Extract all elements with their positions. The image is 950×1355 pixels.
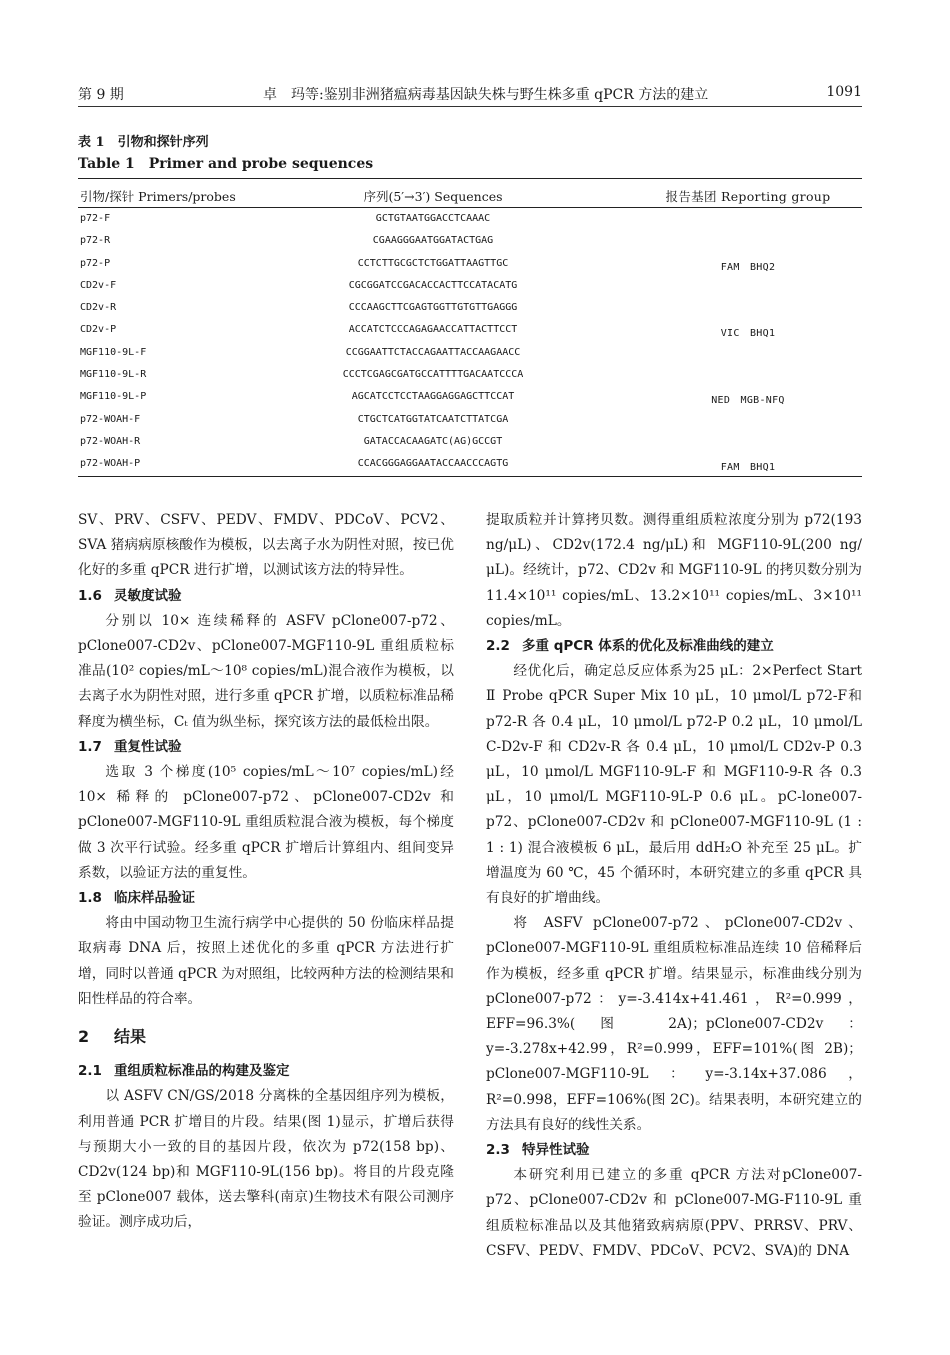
paragraph: SV、PRV、CSFV、PEDV、FMDV、PDCoV、PCV2、SVA 猪病病原核酸作为模板，以去离子水为阴性对照，按已优化好的多重 qPCR 进行扩增，以测试该方法的特异性。 [78, 512, 454, 579]
table-row [78, 297, 862, 319]
section-number: 2.3 [486, 1142, 510, 1159]
section-title: 多重 qPCR 体系的优化及标准曲线的建立 [522, 638, 774, 655]
primer-sequence: CCCAAGCTTCGAGTGGTTGTGTTGAGGG [348, 302, 518, 314]
section-title: 重复性试验 [114, 738, 182, 755]
col-header-reporting-group: 报告基团 Reporting group [665, 189, 831, 204]
primer-sequence: ACCATCTCCCAGAGAACCATTACTTCCT [348, 324, 518, 336]
table-header-row [78, 179, 862, 208]
primer-name: p72-WOAH-F [80, 413, 141, 425]
col-header-sequences: 序列(5′→3′) Sequences [363, 189, 503, 204]
section-title: 结果 [114, 1027, 147, 1047]
primer-name: p72-WOAH-P [80, 458, 141, 470]
paragraph: 选取 3 个梯度(10⁵ copies/mL～10⁷ copies/mL)经 10× 稀释的 pClone007-p72、pClone007-CD2v 和 pClone007-MGF110-9L 重组质粒混合液为模板，每个梯度做 3 次平行试验。经多重 qPCR 扩增后计算组内、组间变异系数，以验证方法的重复性。 [78, 764, 454, 881]
section-number: 2 [78, 1027, 90, 1047]
primer-name: CD2v-P [80, 324, 117, 336]
table-row [78, 275, 862, 297]
table-row [78, 386, 862, 408]
section-title: 灵敏度试验 [114, 587, 182, 604]
section-number: 1.8 [78, 890, 102, 907]
table-caption-cn: 表 1 引物和探针序列 [78, 135, 209, 150]
paragraph: 以 ASFV CN/GS/2018 分离株的全基因组序列为模板，利用普通 PCR 扩增目的片段。结果(图 1)显示，扩增后获得与预期大小一致的目的基因片段，依次为 p72(158 bp)、CD2v(124 bp)和 MGF110-9L(156 bp)。将目的片段克隆至 pClone007 载体，送去擎科(南京)生物技术有限公司测序验证。测序成功后， [78, 1088, 454, 1231]
primer-table [78, 178, 862, 477]
table-row [78, 253, 862, 275]
reporting-group: FAM BHQ2 [720, 261, 776, 273]
paragraph: 经优化后，确定总反应体系为25 μL：2×Perfect Start Ⅱ Probe qPCR Super Mix 10 μL，10 μmol/L p72-F和p72-R 各 0.4 μL，10 μmol/L p72-P 0.2 μL，10 μmol/L C-D2v-F 和 CD2v-R 各 0.4 μL，10 μmol/L CD2v-P 0.3 μL，10 μmol/L MGF110-9L-F 和 MGF110-9-R 各 0.3 μL，10 μmol/L MGF110-9L-P 0.6 μL。pC-lone007-p72、pClone007-CD2v 和 pClone007-MGF110-9L (1 : 1 : 1) 混合液模板 6 μL，最后用 ddH₂O 补充至 25 μL。扩增温度为 60 ℃，45 个循环时，本研究建立的多重 qPCR 具有良好的扩增曲线。 [486, 663, 862, 907]
section-number: 1.7 [78, 738, 102, 755]
primer-name: MGF110-9L-P [80, 391, 147, 403]
running-title: 卓 玛等:鉴别非洲猪瘟病毒基因缺失株与野生株多重 qPCR 方法的建立 [263, 87, 709, 103]
section-number: 2.2 [486, 638, 510, 655]
primer-sequence: CGAAGGGAATGGATACTGAG [372, 235, 494, 247]
table-row [78, 319, 862, 341]
table-row [78, 230, 862, 252]
primer-sequence: CCGGAATTCTACCAGAATTACCAAGAACC [345, 346, 521, 358]
right-column [486, 508, 862, 1264]
reporting-group: VIC BHQ1 [720, 328, 776, 340]
running-header [78, 84, 862, 107]
table-row [78, 208, 862, 230]
col-header-primers: 引物/探针 Primers/probes [80, 189, 236, 204]
issue-number: 第 9 期 [78, 87, 124, 103]
primer-name: p72-R [80, 235, 111, 247]
table-row [78, 453, 862, 475]
paragraph: 提取质粒并计算拷贝数。测得重组质粒浓度分别为 p72(193 ng/μL)、CD2v(172.4 ng/μL)和 MGF110-9L(200 ng/μL)。经统计，p72、CD2v 和 MGF110-9L 的拷贝数分别为 11.4×10¹¹ copies/mL、13.2×10¹¹ copies/mL、3×10¹¹ copies/mL。 [486, 512, 862, 629]
primer-name: p72-F [80, 213, 111, 224]
paragraph: 本研究利用已建立的多重 qPCR 方法对pClone007-p72、pClone007-CD2v 和 pClone007-MG-F110-9L 重组质粒标准品以及其他猪致病病原(PPV、PRRSV、PRV、CSFV、PEDV、FMDV、PDCoV、PCV2、SVA)的 DNA [486, 1167, 862, 1259]
primer-name: MGF110-9L-F [80, 346, 147, 358]
section-heading-1-7 [78, 735, 454, 760]
paragraph: 分别以 10× 连续稀释的 ASFV pClone007-p72、pClone007-CD2v、pClone007-MGF110-9L 重组质粒标准品(10² copies/mL～10⁸ copies/mL)混合液作为模板，以去离子水为阴性对照，进行多重 qPCR 扩增，以质粒标准品稀释度为横坐标，Cₜ 值为纵坐标，探究该方法的最低检出限。 [78, 612, 454, 730]
primer-sequence: CCCTCGAGCGATGCCATTTTGACAATCCCA [342, 369, 524, 381]
paragraph: 将由中国动物卫生流行病学中心提供的 50 份临床样品提取病毒 DNA 后，按照上述优化的多重 qPCR 方法进行扩增，同时以普通 qPCR 为对照组，比较两种方法的检测结果和阳性样品的符合率。 [78, 915, 454, 1007]
table-caption-en: Table 1 Primer and probe sequences [78, 156, 374, 172]
section-title: 特异性试验 [522, 1142, 590, 1159]
primer-sequence: CTGCTCATGGTATCAATCTTATCGA [357, 413, 509, 425]
primer-name: CD2v-F [80, 279, 117, 291]
paragraph: 将 ASFV pClone007-p72、pClone007-CD2v、pClone007-MGF110-9L 重组质粒标准品连续 10 倍稀释后作为模板，经多重 qPCR 扩增。结果显示，标准曲线分别为 pClone007-p72：y=-3.414x+41.461，R²=0.999，EFF=96.3%(图 2A)；pClone007-CD2v：y=-3.278x+42.99，R²=0.999，EFF=101%(图 2B)；pClone007-MGF110-9L：y=-3.14x+37.086，R²=0.998，EFF=106%(图 2C)。结果表明，本研究建立的方法具有良好的线性关系。 [486, 915, 862, 1133]
section-title: 重组质粒标准品的构建及鉴定 [114, 1063, 290, 1080]
primer-sequence: CCTCTTGCGCTCTGGATTAAGTTGC [357, 257, 509, 269]
left-column [78, 508, 454, 1236]
primer-sequence: AGCATCCTCCTAAGGAGGAGCTTCCAT [351, 391, 515, 403]
page-number: 1091 [826, 84, 862, 100]
reporting-group: NED MGB-NFQ [711, 395, 785, 407]
table-row [78, 342, 862, 364]
primer-sequence: CGCGGATCCGACACCACTTCCATACATG [348, 279, 518, 291]
section-heading-2-1 [78, 1059, 454, 1084]
section-heading-2 [78, 1024, 454, 1049]
primer-name: p72-P [80, 257, 111, 269]
section-title: 临床样品验证 [114, 890, 195, 907]
primer-sequence: CCACGGGAGGAATACCAACCCAGTG [357, 458, 509, 470]
section-number: 1.6 [78, 587, 102, 604]
table-row [78, 431, 862, 453]
section-number: 2.1 [78, 1063, 102, 1080]
section-heading-1-6 [78, 584, 454, 609]
primer-name: p72-WOAH-R [80, 435, 141, 447]
primer-sequence: GATACCACAAGATC(AG)GCCGT [363, 435, 503, 447]
primer-sequence: GCTGTAATGGACCTCAAAC [375, 213, 491, 224]
table-row [78, 364, 862, 386]
section-heading-2-2 [486, 634, 862, 659]
primer-name: CD2v-R [80, 302, 117, 314]
section-heading-1-8 [78, 886, 454, 911]
primer-name: MGF110-9L-R [80, 369, 147, 381]
section-heading-2-3 [486, 1138, 862, 1163]
reporting-group: FAM BHQ1 [720, 462, 776, 474]
table-row [78, 409, 862, 431]
